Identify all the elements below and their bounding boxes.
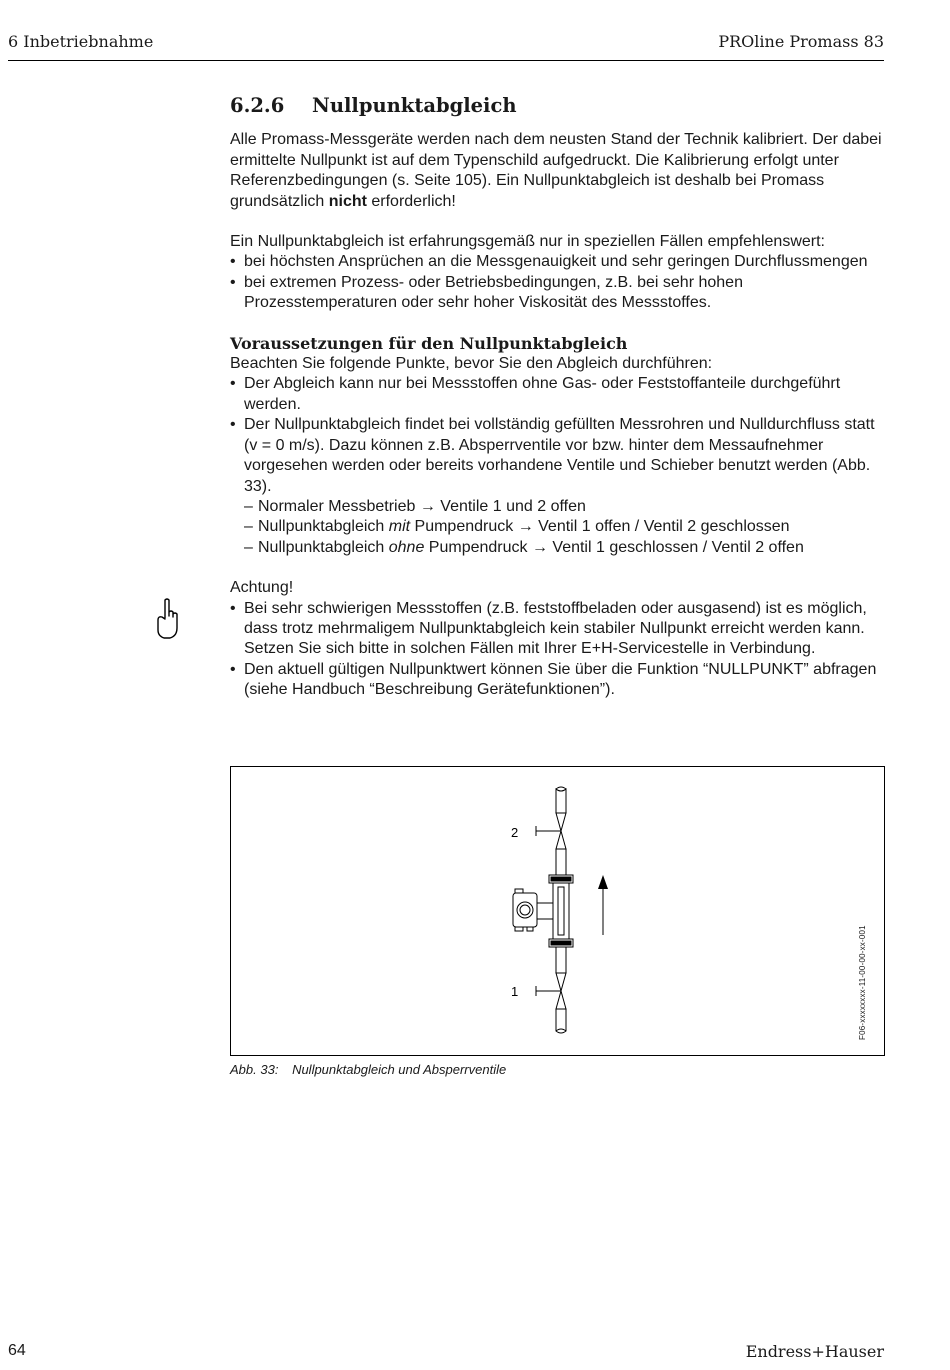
list-item: • Bei sehr schwierigen Messstoffen (z.B. feststoffbeladen oder ausgasend) ist es möglich, dass trotz mehrmaligem Nullpunktabgleich kein stabiler Nullpunkt erreicht werden kann. Setzen Sie sich bitte in solchen Fällen mit Ihrer E+H-Servicestelle in Verbindung. — [230, 599, 886, 660]
list-item — [230, 415, 886, 497]
prereq-item2-text: Der Nullpunktabgleich findet bei vollständig gefüllten Messrohren und Nulldurchfluss statt (v = 0 m/s). Dazu können z.B. Absperrventile vor bzw. hinter dem Messaufnehmer vorgesehen werden oder bereits vorhandene Ventile und Schieber benutzt werden (Abb. 33). — [244, 416, 875, 495]
sub-list-item: – Nullpunktabgleich ohne Pumpendruck → Ventil 1 geschlossen / Ventil 2 offen — [230, 538, 886, 558]
header-rule — [8, 60, 884, 61]
section-number: 6.2.6 — [230, 94, 285, 117]
figure-code: F06-xxxxxxxx-11-00-00-xx-001 — [858, 925, 867, 1040]
valve-diagram — [231, 767, 884, 1055]
list-item: • bei extremen Prozess- oder Betriebsbedingungen, z.B. bei sehr hohen Prozesstemperaturen oder sehr hoher Viskosität des Messstoffes. — [230, 273, 886, 314]
figure-caption — [230, 1062, 506, 1077]
attention-list — [230, 599, 886, 701]
prereq-lead: Beachten Sie folgende Punkte, bevor Sie den Abgleich durchführen: — [230, 355, 713, 373]
header-product: PROline Promass 83 — [718, 32, 884, 51]
section-title: Nullpunktabgleich — [312, 94, 517, 117]
intro-text-end: erforderlich! — [366, 192, 456, 210]
pointing-hand-icon — [154, 598, 182, 640]
caption-text: Nullpunktabgleich und Absperrventile — [292, 1062, 507, 1077]
brand-logo-text: Endress+Hauser — [745, 1342, 884, 1361]
figure-frame — [230, 766, 885, 1056]
prereq-list — [230, 374, 886, 496]
intro-text: Alle Promass-Messgeräte werden nach dem neusten Stand der Technik kalibriert. Der dabei ermittelte Nullpunkt ist auf dem Typenschild aufgedruckt. Die Kalibrierung erfolgt unter Referenzbedingungen (s. Seite 105). Ein Nullpunktabgleich ist deshalb bei Promass grundsätzlich — [230, 131, 882, 210]
recommend-list — [230, 252, 886, 313]
header-chapter: 6 Inbetriebnahme — [8, 32, 154, 51]
main-content — [230, 96, 886, 701]
valve-label-1: 1 — [511, 984, 519, 999]
sub-list-item: – Normaler Messbetrieb → Ventile 1 und 2 offen — [230, 497, 886, 517]
prereq-sublist — [230, 497, 886, 558]
sub-list-item: – Nullpunktabgleich mit Pumpendruck → Ventil 1 offen / Ventil 2 geschlossen — [230, 517, 886, 537]
list-item: • bei höchsten Ansprüchen an die Messgenauigkeit und sehr geringen Durchflussmengen — [230, 252, 886, 272]
list-item: • Den aktuell gültigen Nullpunktwert können Sie über die Funktion “NULLPUNKT” abfragen (siehe Handbuch “Beschreibung Gerätefunktionen”). — [230, 660, 886, 701]
recommend-lead: Ein Nullpunktabgleich ist erfahrungsgemäß nur in speziellen Fällen empfehlenswert: — [230, 233, 825, 251]
section-heading — [230, 96, 886, 116]
intro-bold: nicht — [328, 192, 367, 210]
prereq-heading: Voraussetzungen für den Nullpunktabgleich — [230, 333, 628, 353]
caption-label: Abb. 33: — [230, 1062, 279, 1077]
intro-paragraph — [230, 130, 886, 212]
attention-heading: Achtung! — [230, 579, 294, 597]
valve-label-2: 2 — [511, 825, 519, 840]
list-item: • Der Abgleich kann nur bei Messstoffen ohne Gas- oder Feststoffanteile durchgeführt werden. — [230, 374, 886, 415]
page-number: 64 — [8, 1342, 26, 1359]
